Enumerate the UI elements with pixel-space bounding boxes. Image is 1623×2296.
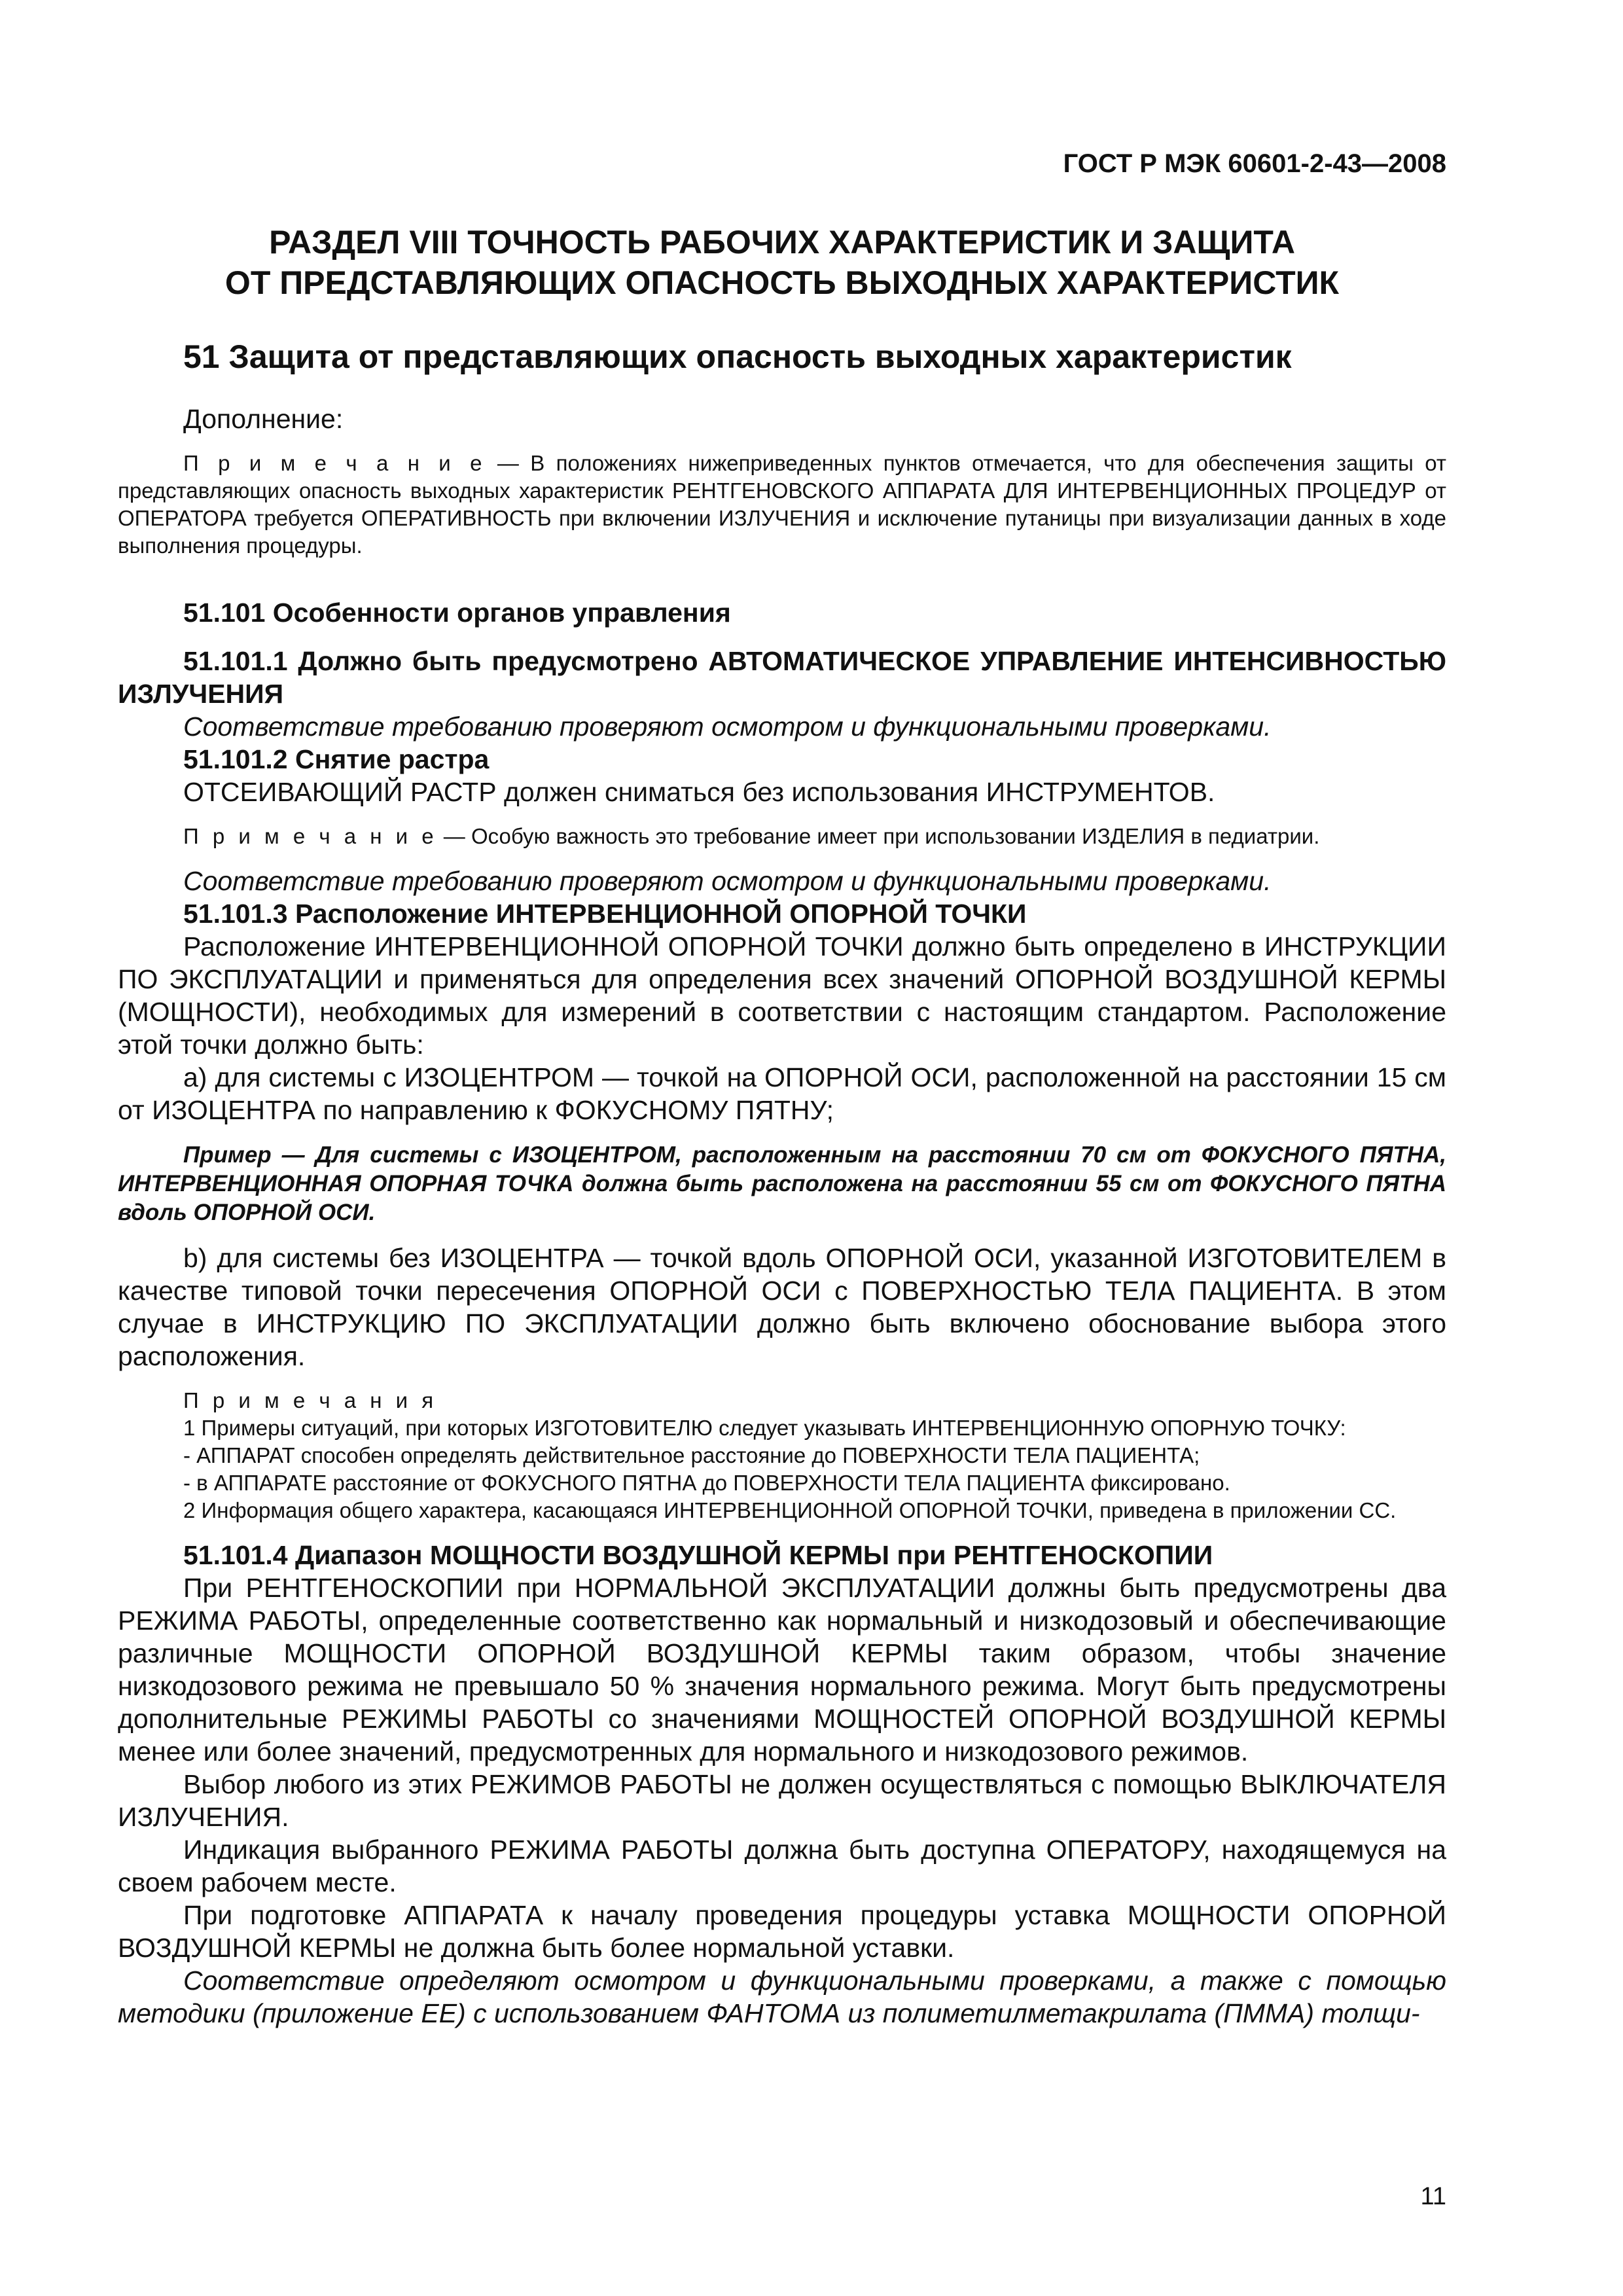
note-1-dash-2: - в АППАРАТЕ расстояние от ФОКУСНОГО ПЯТНА до ПОВЕРХНОСТИ ТЕЛА ПАЦИЕНТА фиксировано. [183, 1471, 1230, 1495]
subclause-51-101-4-title: 51.101.4 Диапазон МОЩНОСТИ ВОЗДУШНОЙ КЕРМЫ при РЕНТГЕНОСКОПИИ [183, 1540, 1213, 1570]
subclause-51-101-2-compliance: Соответствие требованию проверяют осмотром и функциональными проверками. [183, 866, 1272, 896]
subclause-51-101-1-title: 51.101.1 Должно быть предусмотрено АВТОМАТИЧЕСКОЕ УПРАВЛЕНИЕ ИНТЕНСИВНОСТЬЮ ИЗЛУЧЕНИЯ [118, 646, 1446, 709]
clause-51-note [118, 450, 1446, 560]
example-block: Пример — Для системы с ИЗОЦЕНТРОМ, расположенным на расстоянии 70 см от ФОКУСНОГО ПЯТНА, ИНТЕРВЕНЦИОННАЯ ОПОРНАЯ ТОЧКА должна быть расположена на расстоянии 55 см от ФОКУСНОГО ПЯТНА вдоль ОПОРНОЙ ОСИ. [118, 1142, 1446, 1225]
note-label: П р и м е ч а н и е [183, 451, 486, 475]
note-text: — В положениях нижеприведенных пунктов отмечается, что для обеспечения защиты от представляющих опасность выходных характеристик РЕНТГЕНОВСКОГО АППАРАТА ДЛЯ ИНТЕРВЕНЦИОННЫХ ПРОЦЕДУР от ОПЕРАТОРА требуется ОПЕРАТИВНОСТЬ при включении ИЗЛУЧЕНИЯ и исключение путаницы при визуализации данных в ходе выполнения процедуры. [118, 451, 1446, 558]
section-title-line-1: РАЗДЕЛ VIII ТОЧНОСТЬ РАБОЧИХ ХАРАКТЕРИСТИК И ЗАЩИТА [269, 224, 1295, 260]
item-a: a) для системы с ИЗОЦЕНТРОМ — точкой на ОПОРНОЙ ОСИ, расположенной на расстоянии 15 см от ИЗОЦЕНТРА по направлению к ФОКУСНОМУ ПЯТНУ; [118, 1062, 1446, 1125]
notes-label: П р и м е ч а н и я [183, 1388, 438, 1412]
subclause-51-101-4-p1: При РЕНТГЕНОСКОПИИ при НОРМАЛЬНОЙ ЭКСПЛУАТАЦИИ должны быть предусмотрены два РЕЖИМА РАБОТЫ, определенные соответственно как нормальный и низкодозовый и обеспечивающие различные МОЩНОСТИ ОПОРНОЙ ВОЗДУШНОЙ КЕРМЫ таким образом, чтобы значение низкодозового режима не превышало 50 % значения нормального режима. Могут быть предусмотрены дополнительные РЕЖИМЫ РАБОТЫ со значениями МОЩНОСТЕЙ ОПОРНОЙ ВОЗДУШНОЙ КЕРМЫ менее или более значений, предусмотренных для нормального и низкодозового режимов. [118, 1573, 1446, 1767]
subclause-51-101-2-note [118, 823, 1446, 850]
subclause-51-101-3-title: 51.101.3 Расположение ИНТЕРВЕНЦИОННОЙ ОПОРНОЙ ТОЧКИ [183, 899, 1027, 929]
subclause-51-101-4-compliance: Соответствие определяют осмотром и функциональными проверками, а также с помощью методики (приложение ЕЕ) с использованием ФАНТОМА из полиметилметакрилата (ПММА) толщи- [118, 1965, 1446, 2028]
subclause-51-101-4-p3: Индикация выбранного РЕЖИМА РАБОТЫ должна быть доступна ОПЕРАТОРУ, находящемуся на своем рабочем месте. [118, 1835, 1446, 1897]
subclause-51-101-2-text: ОТСЕИВАЮЩИЙ РАСТР должен сниматься без использования ИНСТРУМЕНТОВ. [183, 777, 1215, 807]
note-text: — Особую важность это требование имеет при использовании ИЗДЕЛИЯ в педиатрии. [437, 824, 1320, 848]
subclause-51-101-3-text: Расположение ИНТЕРВЕНЦИОННОЙ ОПОРНОЙ ТОЧКИ должно быть определено в ИНСТРУКЦИИ ПО ЭКСПЛУАТАЦИИ и применяться для определения всех значений ОПОРНОЙ ВОЗДУШНОЙ КЕРМЫ (МОЩНОСТИ), необходимых для измерений в соответствии с настоящим стандартом. Расположение этой точки должно быть: [118, 931, 1446, 1060]
section-title-line-2: ОТ ПРЕДСТАВЛЯЮЩИХ ОПАСНОСТЬ ВЫХОДНЫХ ХАРАКТЕРИСТИК [224, 264, 1340, 301]
note-1-dash-1: - АППАРАТ способен определять действительное расстояние до ПОВЕРХНОСТИ ТЕЛА ПАЦИЕНТА; [183, 1443, 1200, 1467]
subclause-51-101-2-title: 51.101.2 Снятие растра [183, 744, 490, 774]
item-b: b) для системы без ИЗОЦЕНТРА — точкой вдоль ОПОРНОЙ ОСИ, указанной ИЗГОТОВИТЕЛЕМ в качестве типовой точки пересечения ОПОРНОЙ ОСИ с ПОВЕРХНОСТЬЮ ТЕЛА ПАЦИЕНТА. В этом случае в ИНСТРУКЦИЮ ПО ЭКСПЛУАТАЦИИ должно быть включено обоснование выбора этого расположения. [118, 1243, 1446, 1371]
page-number: 11 [1420, 2183, 1446, 2210]
subclause-51-101-4-p4: При подготовке АППАРАТА к началу проведения процедуры уставка МОЩНОСТИ ОПОРНОЙ ВОЗДУШНОЙ КЕРМЫ не должна быть более нормальной уставки. [118, 1900, 1446, 1963]
note-2: 2 Информация общего характера, касающаяся ИНТЕРВЕНЦИОННОЙ ОПОРНОЙ ТОЧКИ, приведена в приложении СС. [183, 1498, 1397, 1522]
note-label: П р и м е ч а н и е [183, 824, 438, 848]
section-title [118, 222, 1446, 303]
addition-label: Дополнение: [183, 404, 344, 434]
subclause-51-101-title: 51.101 Особенности органов управления [183, 598, 731, 628]
clause-51-title: 51 Защита от представляющих опасность выходных характеристик [183, 338, 1292, 375]
document-id: ГОСТ Р МЭК 60601-2-43—2008 [1063, 149, 1446, 178]
subclause-51-101-4-p2: Выбор любого из этих РЕЖИМОВ РАБОТЫ не должен осуществляться с помощью ВЫКЛЮЧАТЕЛЯ ИЗЛУЧЕНИЯ. [118, 1769, 1446, 1832]
note-1: 1 Примеры ситуаций, при которых ИЗГОТОВИТЕЛЮ следует указывать ИНТЕРВЕНЦИОННУЮ ОПОРНУЮ ТОЧКУ: [183, 1416, 1346, 1440]
page-content [118, 149, 1446, 2030]
subclause-51-101-1-compliance: Соответствие требованию проверяют осмотром и функциональными проверками. [183, 711, 1272, 742]
